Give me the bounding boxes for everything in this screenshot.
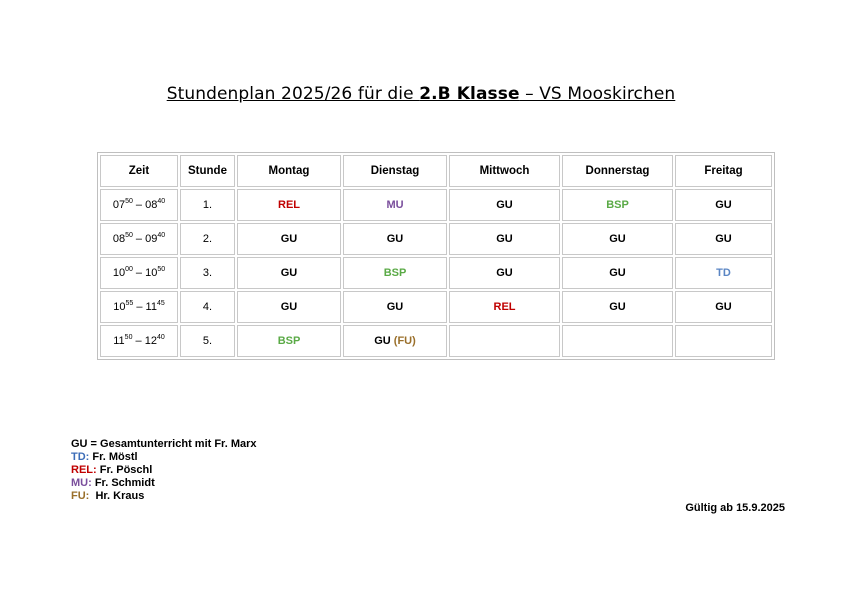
lesson-number: 2. [180, 223, 235, 255]
legend-gu: GU = Gesamtunterricht mit Fr. Marx [71, 438, 257, 450]
subject-cell [562, 189, 673, 221]
subject-label: GU [496, 267, 513, 279]
time-start-minute: 55 [125, 300, 134, 307]
subject-cell [562, 223, 673, 255]
subject-label: GU [496, 199, 513, 211]
title-prefix: Stundenplan 2025/26 für die [166, 84, 420, 104]
time-separator: – [132, 335, 145, 347]
header-stunde: Stunde [180, 155, 235, 187]
legend-mu [71, 477, 257, 490]
subject-label: BSP [606, 199, 629, 211]
subject-cell [343, 257, 447, 289]
subject-cell [237, 325, 341, 357]
subject-label: GU [280, 267, 298, 279]
subject-label: GU [280, 233, 298, 245]
subject-label: BSP [383, 267, 407, 279]
subject-label: GU [715, 233, 732, 245]
subject-label: GU [609, 301, 626, 313]
subject-cell [562, 257, 673, 289]
legend-fu [71, 490, 257, 503]
time-end-minute: 40 [157, 232, 166, 239]
subject-label: GU [280, 301, 298, 313]
subject-cell [237, 189, 341, 221]
time-start-hour: 07 [112, 199, 126, 211]
time-cell [100, 291, 178, 323]
time-end-hour: 08 [145, 199, 158, 211]
table-row [100, 189, 772, 221]
table-row [100, 325, 772, 357]
header-mittwoch: Mittwoch [449, 155, 560, 187]
time-start-hour: 10 [112, 267, 126, 279]
header-zeit: Zeit [100, 155, 178, 187]
lesson-number: 5. [180, 325, 235, 357]
table-row [100, 257, 772, 289]
time-start-minute: 50 [124, 334, 133, 341]
subject-label: GU [609, 267, 626, 279]
subject-label: BSP [277, 335, 301, 347]
subject-cell [675, 291, 772, 323]
subject-cell [343, 189, 447, 221]
time-end-minute: 40 [156, 334, 165, 341]
time-start-minute: 00 [125, 266, 133, 273]
header-dienstag: Dienstag [343, 155, 447, 187]
table-row [100, 291, 772, 323]
time-start-minute: 50 [125, 198, 133, 205]
subject-label: MU [386, 199, 404, 211]
header-donnerstag: Donnerstag [562, 155, 673, 187]
title-suffix: – VS Mooskirchen [519, 84, 676, 104]
timetable-header-row [100, 155, 772, 187]
legend-rel [71, 464, 257, 477]
time-end-hour: 10 [145, 267, 158, 279]
subject-label: REL [278, 199, 300, 211]
time-cell [100, 223, 178, 255]
valid-from: Gültig ab 15.9.2025 [685, 502, 785, 514]
subject-label: GU [609, 233, 626, 245]
lesson-number: 4. [180, 291, 235, 323]
subject-cell [343, 223, 447, 255]
legend [71, 438, 257, 503]
subject-label: REL [493, 301, 516, 313]
subject-label: GU [374, 335, 391, 347]
subject-cell [449, 325, 560, 357]
time-start-hour: 08 [112, 233, 126, 245]
lesson-number: 1. [180, 189, 235, 221]
subject-cell [449, 223, 560, 255]
subject-cell [562, 325, 673, 357]
lesson-number: 3. [180, 257, 235, 289]
subject-cell [343, 291, 447, 323]
time-separator: – [133, 301, 146, 313]
subject-cell [343, 325, 447, 357]
header-freitag: Freitag [675, 155, 772, 187]
subject-label: GU [386, 301, 404, 313]
time-end-minute: 45 [156, 300, 165, 307]
subject-cell [675, 189, 772, 221]
legend-td [71, 451, 257, 464]
time-cell [100, 325, 178, 357]
time-start-hour: 10 [113, 301, 126, 313]
subject-label: GU [496, 233, 513, 245]
time-end-hour: 11 [145, 301, 157, 313]
time-separator: – [132, 233, 146, 245]
subject-cell [675, 257, 772, 289]
subject-cell [562, 291, 673, 323]
subject-label: GU [386, 233, 404, 245]
legend-td-key: TD: [71, 451, 90, 463]
subject-cell [449, 189, 560, 221]
time-separator: – [132, 199, 146, 211]
time-end-hour: 09 [145, 233, 158, 245]
header-montag: Montag [237, 155, 341, 187]
legend-rel-key: REL: [71, 464, 97, 476]
subject-cell [675, 223, 772, 255]
time-start-hour: 11 [113, 335, 125, 347]
title-class: 2.B Klasse [419, 84, 520, 104]
legend-mu-key: MU: [71, 477, 92, 489]
time-end-minute: 50 [157, 266, 166, 273]
legend-fu-name: Hr. Kraus [89, 490, 145, 502]
time-start-minute: 50 [125, 232, 133, 239]
subject-extra-label: (FU) [390, 335, 416, 347]
subject-label: GU [715, 301, 732, 313]
page-title [0, 84, 842, 104]
legend-fu-key: FU: [71, 490, 90, 502]
subject-cell [449, 257, 560, 289]
time-cell [100, 189, 178, 221]
legend-td-name: Fr. Möstl [89, 451, 138, 463]
time-end-hour: 12 [144, 335, 157, 347]
subject-label: GU [715, 199, 732, 211]
time-end-minute: 40 [157, 198, 166, 205]
subject-cell [675, 325, 772, 357]
table-row [100, 223, 772, 255]
legend-rel-name: Fr. Pöschl [96, 464, 153, 476]
subject-cell [237, 257, 341, 289]
legend-mu-name: Fr. Schmidt [91, 477, 155, 489]
timetable [97, 152, 775, 360]
subject-cell [237, 223, 341, 255]
subject-label: TD [716, 267, 731, 279]
time-cell [100, 257, 178, 289]
time-separator: – [132, 267, 146, 279]
subject-cell [237, 291, 341, 323]
subject-cell [449, 291, 560, 323]
